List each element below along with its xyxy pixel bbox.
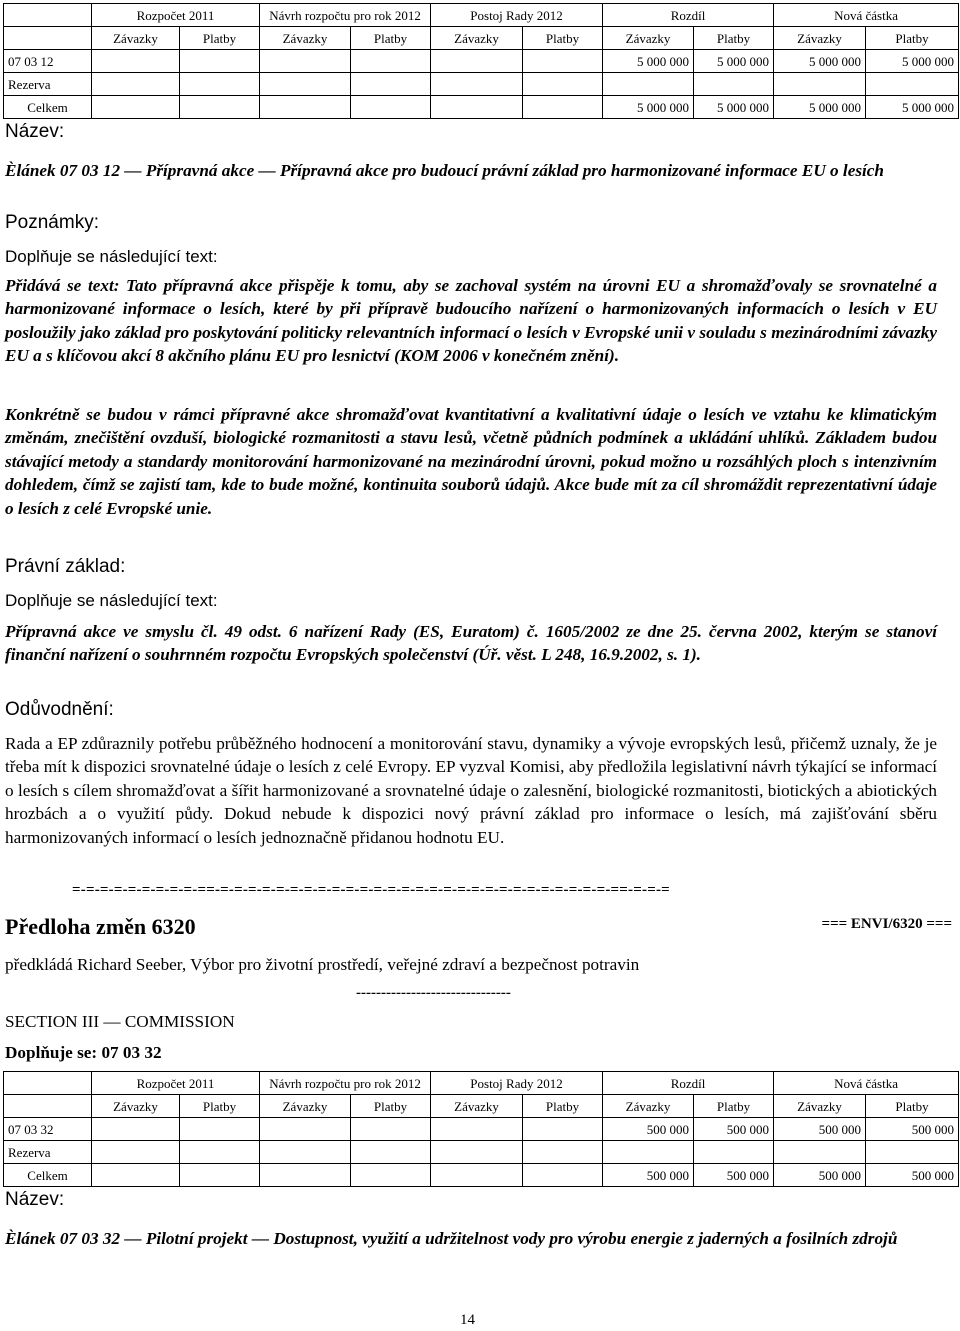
article-title: Èlánek 07 03 12 — Přípravná akce — Přípravná akce pro budoucí právní základ pro harmonizované informace EU o lesích: [5, 161, 884, 180]
header-group: Rozdíl: [603, 4, 774, 27]
row-label: Rezerva: [4, 1141, 92, 1164]
header-group: Rozpočet 2011: [92, 4, 260, 27]
table-header-sub: [4, 27, 959, 50]
header-sub: Platby: [351, 27, 431, 50]
header-empty-cell: [4, 4, 92, 27]
cell: 5 000 000: [603, 96, 694, 119]
cell: 5 000 000: [866, 96, 959, 119]
cell: [180, 73, 260, 96]
cell: [180, 1164, 260, 1187]
cell: 500 000: [774, 1164, 866, 1187]
cell: [774, 1141, 866, 1164]
header-sub: Závazky: [774, 27, 866, 50]
nazev-heading: Název:: [5, 121, 65, 142]
cell: [260, 1164, 351, 1187]
cell: [431, 1118, 523, 1141]
cell: [431, 50, 523, 73]
cell: 500 000: [694, 1164, 774, 1187]
header-group: Nová částka: [774, 1072, 959, 1095]
cell: [431, 96, 523, 119]
cell: [866, 1141, 959, 1164]
header-sub: Platby: [866, 1095, 959, 1118]
submitted-by: předkládá Richard Seeber, Výbor pro životní prostředí, veřejné zdraví a bezpečnost potravin: [5, 955, 640, 974]
cell: [694, 73, 774, 96]
header-empty-cell: [4, 1072, 92, 1095]
cell: [92, 1118, 180, 1141]
envi-tag: === ENVI/6320 ===: [821, 916, 952, 932]
page-number: 14: [460, 1312, 475, 1328]
header-sub: Závazky: [92, 1095, 180, 1118]
cell: [523, 50, 603, 73]
pravni-zaklad-paragraph: Přípravná akce ve smyslu čl. 49 odst. 6 nařízení Rady (ES, Euratom) č. 1605/2002 ze dne 25. června 2002, kterým se stanoví finanční nařízení o souhrnném rozpočtu Evropských společenství (Úř. věst. L 248, 16.9.2002, s. 1).: [5, 622, 937, 665]
cell: 500 000: [866, 1118, 959, 1141]
oduvodneni-paragraph: Rada a EP zdůraznily potřebu průběžného hodnocení a monitorování stavu, dynamiky a vývoje evropských lesů, přičemž uznaly, že je třeba mít k dispozici srovnatelné údaje o lesích z celé Evropy. EP vyzval Komisi, aby předložila legislativní návrh týkající se informací o lesích s cílem shromažďovat a šířit harmonizované a srovnatelné údaje o zalesnění, biologické rozmanitosti, biotických a abiotických hrozbách a o využití půdy. Dokud nebude k dispozici nový právní základ pro informace o lesích, má zajišťování sběru harmonizovaných informací o lesích jednoznačně přidanou hodnotu EU.: [5, 734, 937, 847]
header-sub: Platby: [523, 27, 603, 50]
budget-table-07-03-12: [3, 3, 959, 119]
pravni-zaklad-heading: Právní základ:: [5, 556, 126, 577]
header-sub: Platby: [694, 27, 774, 50]
predloha-title: Předloha změn 6320: [5, 914, 196, 939]
cell: [92, 73, 180, 96]
poznamky-paragraph-1: Přidává se text: Tato přípravná akce přispěje k tomu, aby se zachoval systém na úrovni EU a shromažďovaly se srovnatelné a harmonizované informace o lesích, které by při přípravě budoucího nařízení o harmonizovaných informacích o lesích v EU posloužily jako základ pro poskytování politicky relevantních informací o lesích v Evropské unii v souladu s mezinárodními závazky EU a s klíčovou akcí 8 akčního plánu EU pro lesnictví (KOM 2006 v konečném znění).: [5, 276, 937, 366]
header-sub: Platby: [351, 1095, 431, 1118]
header-sub: Závazky: [431, 27, 523, 50]
row-label: Celkem: [4, 1164, 92, 1187]
cell: [431, 73, 523, 96]
table-header-sub: [4, 1095, 959, 1118]
cell: [351, 96, 431, 119]
cell: [180, 1118, 260, 1141]
cell: [523, 73, 603, 96]
header-group: Rozdíl: [603, 1072, 774, 1095]
separator-line: =-=-=-=-=-=-=-=-=-==-=-=-=-=-=-=-=-=-=-=-=-=-=-=-=-=-=-=-=-=-=-=-=-=-=-=-=-=-==-=-=-=: [72, 882, 670, 898]
cell: [774, 73, 866, 96]
cell: 5 000 000: [866, 50, 959, 73]
table-row: [4, 1141, 959, 1164]
header-group: Návrh rozpočtu pro rok 2012: [260, 4, 431, 27]
cell: 5 000 000: [694, 50, 774, 73]
cell: [92, 1141, 180, 1164]
table-row: [4, 73, 959, 96]
cell: [523, 1164, 603, 1187]
cell: 5 000 000: [774, 50, 866, 73]
cell: [92, 1164, 180, 1187]
cell: [866, 73, 959, 96]
cell: [92, 50, 180, 73]
cell: 500 000: [866, 1164, 959, 1187]
cell: [260, 73, 351, 96]
article-title-2: Èlánek 07 03 32 — Pilotní projekt — Dostupnost, využití a udržitelnost vody pro výrobu energie z jaderných a fosilních zdrojů: [5, 1229, 898, 1248]
cell: 5 000 000: [694, 96, 774, 119]
cell: [523, 96, 603, 119]
row-label: Celkem: [4, 96, 92, 119]
header-sub: Závazky: [260, 1095, 351, 1118]
header-empty-cell: [4, 1095, 92, 1118]
table-row: [4, 1164, 959, 1187]
doplnuje-se: Doplňuje se: 07 03 32: [5, 1043, 162, 1062]
section-title: SECTION III — COMMISSION: [5, 1012, 235, 1031]
cell: 500 000: [603, 1118, 694, 1141]
header-sub: Závazky: [603, 27, 694, 50]
cell: 5 000 000: [603, 50, 694, 73]
row-label: Rezerva: [4, 73, 92, 96]
cell: [260, 50, 351, 73]
header-group: Návrh rozpočtu pro rok 2012: [260, 1072, 431, 1095]
cell: [351, 73, 431, 96]
poznamky-paragraph-2: Konkrétně se budou v rámci přípravné akce shromažďovat kvantitativní a kvalitativní údaje o lesích ve vztahu ke klimatickým změnám, znečištění ovzduší, biologické rozmanitosti a stavu lesů, včetně půdních podmínek a ukládání uhlíků. Základem budou stávající metody a standardy monitorování harmonizované na mezinárodní úrovni, pokud možno u rozsáhlých ploch s intenzivním dohledem, čímž se zajistí tam, kde to bude možné, kontinuita souborů údajů. Akce bude mít za cíl shromáždit reprezentativní údaje o lesích z celé Evropské unie.: [5, 405, 937, 518]
doplnuje-label-2: Doplňuje se následující text:: [5, 591, 218, 610]
header-group: Postoj Rady 2012: [431, 1072, 603, 1095]
cell: [603, 73, 694, 96]
header-sub: Platby: [180, 27, 260, 50]
cell: [351, 1118, 431, 1141]
cell: 500 000: [603, 1164, 694, 1187]
cell: 500 000: [694, 1118, 774, 1141]
cell: [180, 50, 260, 73]
table-row: [4, 96, 959, 119]
budget-table-07-03-32: [3, 1071, 959, 1187]
cell: 5 000 000: [774, 96, 866, 119]
cell: [603, 1141, 694, 1164]
header-sub: Závazky: [92, 27, 180, 50]
header-sub: Závazky: [431, 1095, 523, 1118]
cell: [180, 1141, 260, 1164]
poznamky-heading: Poznámky:: [5, 212, 99, 233]
header-group: Nová částka: [774, 4, 959, 27]
header-sub: Platby: [694, 1095, 774, 1118]
table-row: [4, 50, 959, 73]
cell: [180, 96, 260, 119]
cell: [351, 1141, 431, 1164]
header-group: Rozpočet 2011: [92, 1072, 260, 1095]
cell: [351, 1164, 431, 1187]
cell: [260, 1118, 351, 1141]
cell: [523, 1118, 603, 1141]
dashes-line: -------------------------------: [356, 985, 511, 1001]
cell: 500 000: [774, 1118, 866, 1141]
doplnuje-label: Doplňuje se následující text:: [5, 247, 218, 266]
nazev-heading-2: Název:: [5, 1189, 65, 1210]
cell: [694, 1141, 774, 1164]
cell: [92, 96, 180, 119]
header-sub: Závazky: [603, 1095, 694, 1118]
cell: [260, 96, 351, 119]
header-empty-cell: [4, 27, 92, 50]
header-sub: Závazky: [774, 1095, 866, 1118]
header-sub: Platby: [180, 1095, 260, 1118]
cell: [431, 1141, 523, 1164]
cell: [431, 1164, 523, 1187]
table-header-groups: [4, 1072, 959, 1095]
cell: [523, 1141, 603, 1164]
header-sub: Platby: [523, 1095, 603, 1118]
cell: [351, 50, 431, 73]
header-group: Postoj Rady 2012: [431, 4, 603, 27]
header-sub: Platby: [866, 27, 959, 50]
row-label: 07 03 32: [4, 1118, 92, 1141]
cell: [260, 1141, 351, 1164]
table-header-groups: [4, 4, 959, 27]
header-sub: Závazky: [260, 27, 351, 50]
table-row: [4, 1118, 959, 1141]
oduvodneni-heading: Odůvodnění:: [5, 699, 114, 720]
row-label: 07 03 12: [4, 50, 92, 73]
